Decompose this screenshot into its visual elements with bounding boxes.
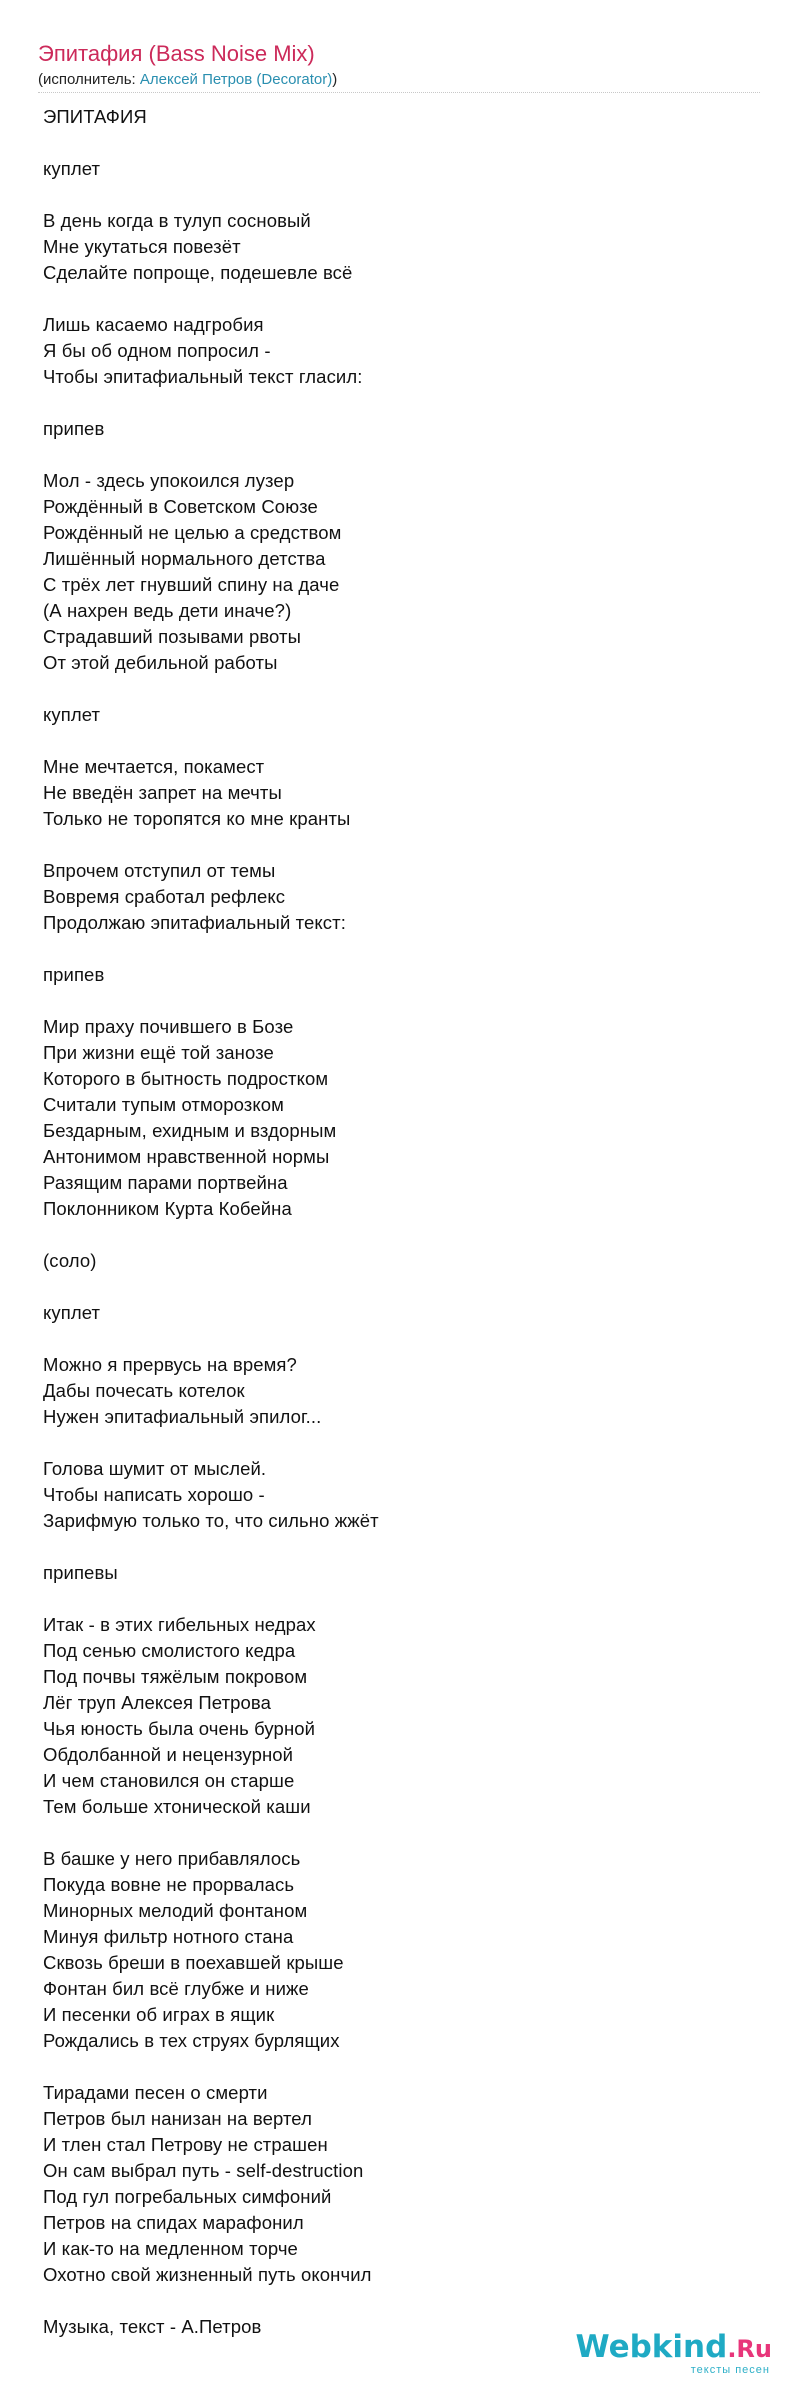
lyric-line: И тлен стал Петрову не страшен (43, 2134, 328, 2155)
lyric-line (43, 130, 753, 156)
lyric-line (43, 1586, 753, 1612)
lyric-line: Страдавший позывами рвоты (43, 626, 302, 647)
logo-word: Webkind (575, 2329, 728, 2365)
lyric-line: Только не торопятся ко мне кранты (43, 808, 351, 829)
lyric-line: Которого в бытность подростком (43, 1068, 329, 1089)
lyric-line: Лишённый нормального детства (43, 548, 326, 569)
lyric-line: Лёг труп Алексея Петрова (43, 1692, 272, 1713)
lyric-line: Мол - здесь упокоился лузер (43, 470, 295, 491)
lyric-line: Музыка, текст - А.Петров (43, 2316, 262, 2337)
lyric-line: При жизни ещё той занозе (43, 1042, 274, 1063)
lyric-line: Рождались в тех струях бурлящих (43, 2030, 340, 2051)
performer-prefix: (исполнитель: (38, 71, 140, 88)
lyric-line (43, 286, 753, 312)
lyric-line: Мир праху почившего в Бозе (43, 1016, 294, 1037)
lyric-line: Мне мечтается, покамест (43, 756, 265, 777)
lyric-line: Он сам выбрал путь - self-destruction (43, 2160, 364, 2181)
lyric-line: Лишь касаемо надгробия (43, 314, 264, 335)
lyric-line: И как-то на медленном торче (43, 2238, 298, 2259)
lyric-line: Вовремя сработал рефлекс (43, 886, 286, 907)
lyric-line: Впрочем отступил от темы (43, 860, 276, 881)
lyric-line: В башке у него прибавлялось (43, 1848, 301, 1869)
lyric-line: Под гул погребальных симфоний (43, 2186, 332, 2207)
lyric-line: Фонтан бил всё глубже и ниже (43, 1978, 309, 1999)
logo-tld: .Ru (727, 2335, 772, 2363)
lyric-line: И песенки об играх в ящик (43, 2004, 275, 2025)
lyric-line: ЭПИТАФИЯ (43, 106, 147, 127)
performer-line (38, 70, 760, 90)
lyric-line: И чем становился он старше (43, 1770, 295, 1791)
lyric-line (43, 676, 753, 702)
lyric-line (43, 1222, 753, 1248)
lyric-line: куплет (43, 704, 101, 725)
lyric-line (43, 1326, 753, 1352)
lyric-line (43, 2288, 753, 2314)
lyric-line: Мне укутаться повезёт (43, 236, 241, 257)
lyric-line: Под сенью смолистого кедра (43, 1640, 296, 1661)
header-divider (38, 92, 760, 93)
lyric-line (43, 1534, 753, 1560)
lyric-line: Продолжаю эпитафиальный текст: (43, 912, 346, 933)
lyric-line (43, 936, 753, 962)
lyric-line: (А нахрен ведь дети иначе?) (43, 600, 292, 621)
lyric-line: Под почвы тяжёлым покровом (43, 1666, 308, 1687)
lyric-line: Покуда вовне не прорвалась (43, 1874, 295, 1895)
lyric-line (43, 1820, 753, 1846)
lyric-line: Минорных мелодий фонтаном (43, 1900, 308, 1921)
lyric-line: Я бы об одном попросил - (43, 340, 271, 361)
lyric-line: Антонимом нравственной нормы (43, 1146, 330, 1167)
lyric-line (43, 988, 753, 1014)
lyric-line (43, 728, 753, 754)
lyric-line: припевы (43, 1562, 118, 1583)
lyric-line: Не введён запрет на мечты (43, 782, 282, 803)
lyric-line: От этой дебильной работы (43, 652, 278, 673)
lyric-line: (соло) (43, 1250, 97, 1271)
lyric-line: Голова шумит от мыслей. (43, 1458, 267, 1479)
lyric-line: Тирадами песен о смерти (43, 2082, 268, 2103)
lyric-line: Сквозь бреши в поехавшей крыше (43, 1952, 344, 1973)
lyric-line: Обдолбанной и нецензурной (43, 1744, 294, 1765)
performer-suffix: ) (332, 71, 338, 88)
lyric-line (43, 390, 753, 416)
logo-wordmark (576, 2328, 773, 2368)
lyric-line: припев (43, 964, 105, 985)
lyric-line (43, 832, 753, 858)
lyric-line: Зарифмую только то, что сильно жжёт (43, 1510, 379, 1531)
performer-link[interactable]: Алексей Петров (Decorator) (139, 71, 333, 88)
song-title: Эпитафия (Bass Noise Mix) (38, 41, 315, 66)
lyric-line: Нужен эпитафиальный эпилог... (43, 1406, 322, 1427)
lyric-line: Чья юность была очень бурной (43, 1718, 316, 1739)
lyric-line: Петров был нанизан на вертел (43, 2108, 312, 2129)
lyric-line: Разящим парами портвейна (43, 1172, 288, 1193)
lyric-line (43, 1430, 753, 1456)
lyric-line (43, 442, 753, 468)
lyric-line (43, 182, 753, 208)
lyric-line: Чтобы написать хорошо - (43, 1484, 265, 1505)
lyric-line: В день когда в тулуп сосновый (43, 210, 311, 231)
logo-tagline: тексты песен (690, 2364, 770, 2376)
lyric-line: Бездарным, ехидным и вздорным (43, 1120, 337, 1141)
lyrics-block (43, 104, 753, 2340)
lyric-line: Считали тупым отморозком (43, 1094, 284, 1115)
lyric-line: Чтобы эпитафиальный текст гласил: (43, 366, 363, 387)
lyric-line: С трёх лет гнувший спину на даче (43, 574, 340, 595)
lyric-line: Поклонником Курта Кобейна (43, 1198, 292, 1219)
lyric-line: Можно я прервусь на время? (43, 1354, 297, 1375)
lyric-line: куплет (43, 158, 101, 179)
lyric-line (43, 1274, 753, 1300)
lyric-line: Тем больше хтонической каши (43, 1796, 311, 1817)
lyric-line: Петров на спидах марафонил (43, 2212, 304, 2233)
lyric-line: Минуя фильтр нотного стана (43, 1926, 294, 1947)
webkind-logo[interactable] (572, 2328, 772, 2380)
lyric-line: Рождённый не целью а средством (43, 522, 342, 543)
lyric-line: Дабы почесать котелок (43, 1380, 245, 1401)
lyric-line: припев (43, 418, 105, 439)
lyric-line: Охотно свой жизненный путь окончил (43, 2264, 372, 2285)
lyric-line: Итак - в этих гибельных недрах (43, 1614, 316, 1635)
song-header (38, 40, 760, 90)
lyric-line (43, 2054, 753, 2080)
lyric-line: Сделайте попроще, подешевле всё (43, 262, 353, 283)
lyric-line: Рождённый в Советском Союзе (43, 496, 318, 517)
lyric-line: куплет (43, 1302, 101, 1323)
